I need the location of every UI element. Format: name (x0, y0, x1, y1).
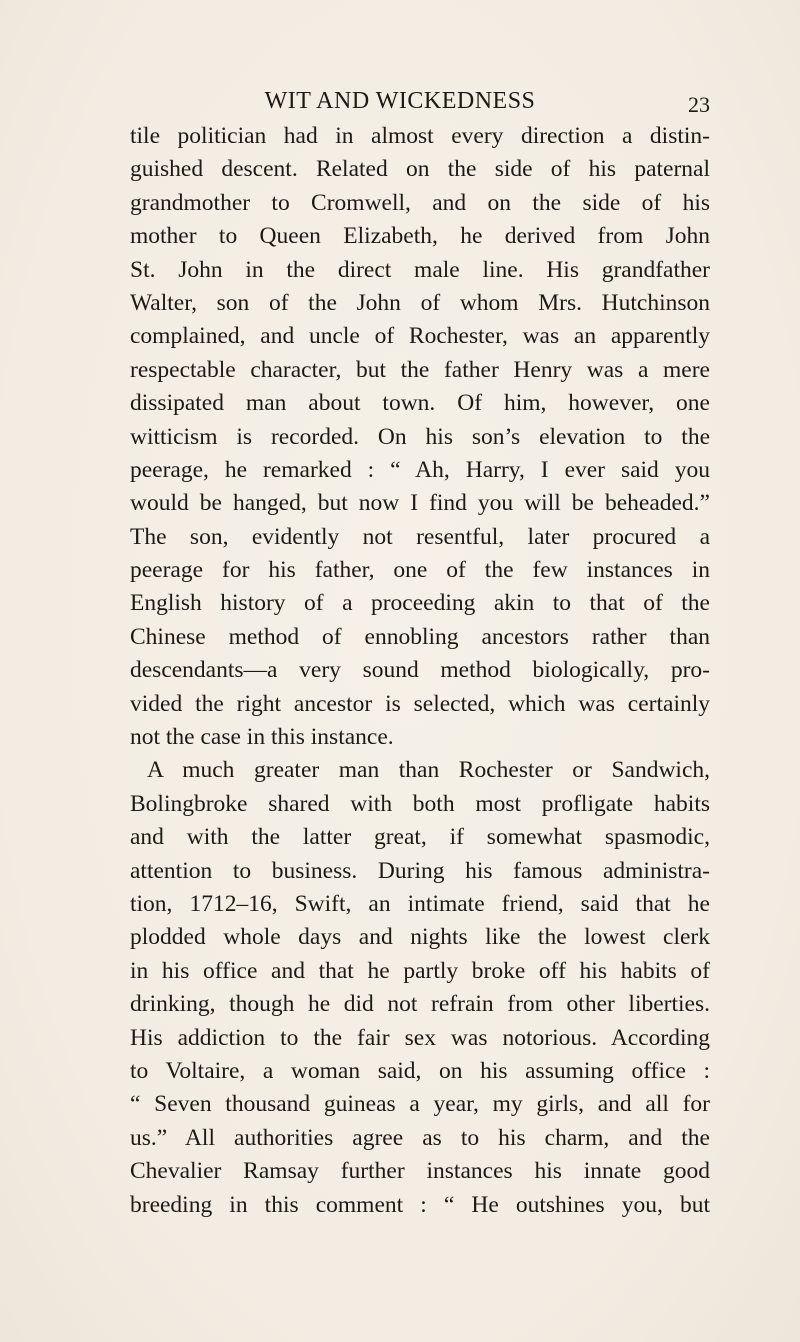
text-line: plodded whole days and nights like the lowest clerk (130, 924, 710, 951)
text-line: witticism is recorded. On his son’s elevation to the (130, 423, 710, 450)
running-title: WIT AND WICKEDNESS (264, 88, 536, 114)
text-line: St. John in the direct male line. His grandfather (130, 256, 710, 283)
text-line: attention to business. During his famous administra- (130, 857, 710, 884)
text-line: descendants—a very sound method biologically, pro- (130, 657, 710, 684)
text-line: to Voltaire, a woman said, on his assuming office : (130, 1057, 710, 1084)
text-line: us.” All authorities agree as to his charm, and the (130, 1124, 710, 1151)
text-line: breeding in this comment : “ He outshines you, but (130, 1191, 710, 1218)
text-line: vided the right ancestor is selected, which was certainly (130, 690, 710, 717)
text-line: Chinese method of ennobling ancestors rather than (130, 623, 710, 650)
text-line: His addiction to the fair sex was notorious. According (130, 1024, 710, 1051)
text-line: Chevalier Ramsay further instances his innate good (130, 1158, 710, 1185)
text-line: Walter, son of the John of whom Mrs. Hutchinson (130, 289, 710, 316)
text-line: tile politician had in almost every direction a distin- (130, 123, 710, 149)
text-line: mother to Queen Elizabeth, he derived from John (130, 223, 710, 250)
text-line: Bolingbroke shared with both most profligate habits (130, 790, 710, 817)
text-line: and with the latter great, if somewhat spasmodic, (130, 824, 710, 851)
body-text (130, 120, 710, 1222)
text-line: in his office and that he partly broke off his habits of (130, 957, 710, 984)
text-line: respectable character, but the father Henry was a mere (130, 356, 710, 383)
running-head (130, 86, 710, 116)
text-line: dissipated man about town. Of him, however, one (130, 390, 710, 417)
text-line: English history of a proceeding akin to that of the (130, 590, 710, 617)
text-line: peerage for his father, one of the few instances in (130, 557, 710, 584)
text-line: tion, 1712–16, Swift, an intimate friend, said that he (130, 890, 710, 917)
text-line: would be hanged, but now I find you will be beheaded.” (130, 490, 710, 517)
text-line: grandmother to Cromwell, and on the side of his (130, 189, 710, 216)
text-line: drinking, though he did not refrain from other liberties. (130, 991, 710, 1018)
text-line: complained, and uncle of Rochester, was an apparently (130, 323, 710, 350)
page-number: 23 (688, 92, 710, 117)
text-line: peerage, he remarked : “ Ah, Harry, I ever said you (130, 456, 710, 483)
paragraph-end-line: not the case in this instance. (130, 724, 394, 751)
text-line: The son, evidently not resentful, later procured a (130, 523, 710, 550)
text-line: “ Seven thousand guineas a year, my girls, and all for (130, 1091, 710, 1118)
paragraph-start-line: A much greater man than Rochester or Sandwich, (147, 757, 710, 784)
text-line: guished descent. Related on the side of his paternal (130, 156, 710, 183)
